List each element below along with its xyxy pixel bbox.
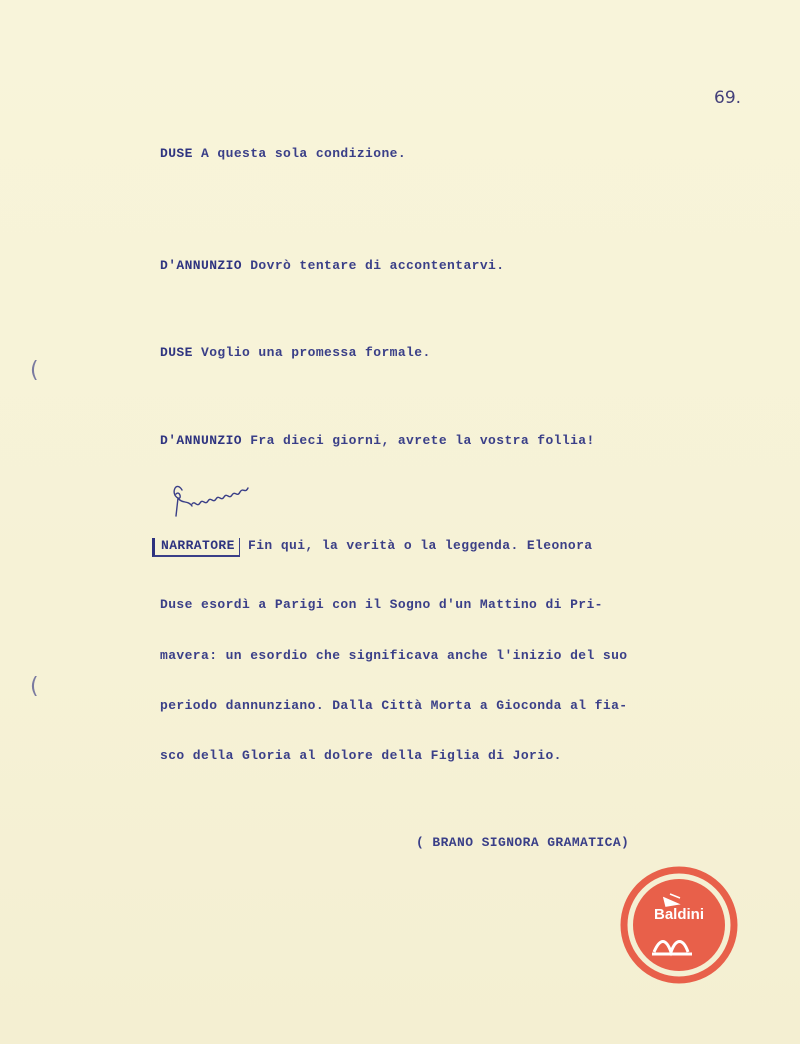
narrator-line: periodo dannunziano. Dalla Città Morta a Gioconda al fia- xyxy=(160,698,628,713)
handwritten-signature xyxy=(168,478,278,528)
stamp-label: Baldini xyxy=(653,906,704,923)
source-credit: ( BRANO SIGNORA GRAMATICA) xyxy=(416,835,630,850)
archive-stamp xyxy=(620,866,738,984)
dialogue-text: A questa sola condizione. xyxy=(201,146,407,161)
narrator-first-line xyxy=(160,538,592,557)
dialogue-text: Fra dieci giorni, avrete la vostra follia! xyxy=(250,433,595,448)
dialogue-line xyxy=(160,345,431,360)
narrator-line: mavera: un esordio che significava anche l'inizio del suo xyxy=(160,648,628,663)
stamp-circle-icon xyxy=(620,866,738,984)
dialogue-line xyxy=(160,433,595,448)
dialogue-text: Dovrò tentare di accontentarvi. xyxy=(250,258,505,273)
speaker-name: DUSE xyxy=(160,146,193,161)
narrator-line: Duse esordì a Parigi con il Sogno d'un Mattino di Pri- xyxy=(160,597,603,612)
narrator-text: Fin qui, la verità o la leggenda. Eleonora xyxy=(248,538,593,553)
speaker-name: D'ANNUNZIO xyxy=(160,433,243,448)
narrator-line: sco della Gloria al dolore della Figlia di Jorio. xyxy=(160,748,562,763)
speaker-name: D'ANNUNZIO xyxy=(160,258,243,273)
speaker-name: DUSE xyxy=(160,345,193,360)
dialogue-line xyxy=(160,258,504,273)
dialogue-text: Voglio una promessa formale. xyxy=(201,345,431,360)
page-number: 69. xyxy=(714,88,742,108)
margin-bracket-mark: ( xyxy=(30,358,39,383)
margin-bracket-mark: ( xyxy=(30,674,39,699)
dialogue-line xyxy=(160,146,406,161)
narrator-label: NARRATORE xyxy=(152,538,240,557)
